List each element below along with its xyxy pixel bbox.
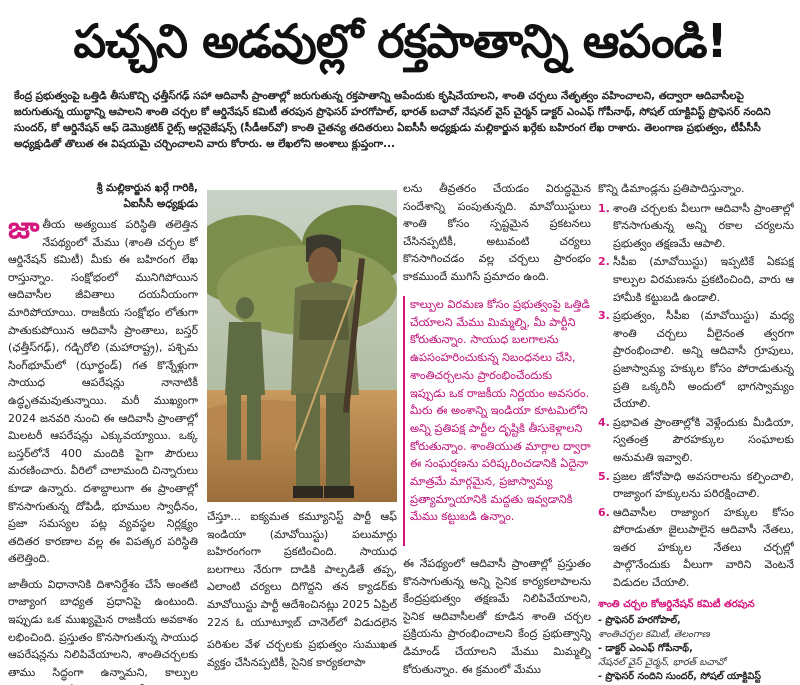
body-paragraph [8,211,198,568]
demand-text: ప్రజల జోనోపాధి అవసరాలను కల్పించాలి, రాజ్యాంగ హక్కులను పరిరక్షించాలి. [613,469,794,501]
soldiers-photo [207,190,397,502]
signatory [598,670,794,684]
demand-number: 5. [598,469,610,483]
demand-item [598,414,794,467]
demand-item [598,200,794,253]
demand-item [598,504,794,592]
column-3 [403,180,591,285]
signatory-name: - ప్రొఫెసర్ నందిని సుందర్, సోషల్ యాక్టివిస్ట్ [598,671,761,683]
demand-text: సీపీఐ (మావోయిస్టు) ఇప్పటికే ఏకపక్ష కాల్పుల విరమణను ప్రకటించింది, వారు ఆ హామీకి కట్టుబడి ఉండాలి. [613,255,794,304]
demand-item [598,253,794,306]
pull-quote: కాల్పుల విరమణ కోసం ప్రభుత్వంపై ఒత్తిడి చేయాలని మేము మిమ్మల్ని, మీ పార్టీని కోరుతున్నాం. సాయుధ బలగాలను ఉపసంహరించుకున్న నిబంధనలు చేసి, శాంతిచర్చలను ప్రారంభించేందుకు ఇప్పుడు ఒక రాజకీయ నిర్ణయం అవసరం. మీరు ఈ అంశాన్ని ఇండియా కూటమిలోని అన్ని ప్రతిపక్ష పార్టీల దృష్టికి తీసుకెళ్లాలని కోరుతున్నాం. శాంతియుత మార్గాల ద్వారా ఈ సంఘర్షణను పరిష్కరించడానికి ఏదైనా మాత్రమే మార్గమైన, ప్రజాస్వామ్య ప్రత్యామ్నాయానికి మద్దతు ఇవ్వడానికి మేము కట్టుబడి ఉన్నాం. [403,296,591,546]
signatory-position: నేషనల్ వైస్ చైర్మన్, భారత్ బచావో [598,656,726,668]
demand-text: ఆదివాసీల రాజ్యాంగ హక్కుల కోసం పోరాడుతూ జైలుపాలైన ఆదివాసీ నేతలు, ఇతర హక్కుల నేతలు చర్చల్లో పాల్గొనేందుకు వీలుగా వారిని వెంటనే విడుదల చేయాలి. [613,505,794,590]
demand-number: 6. [598,505,610,519]
signatories-heading: శాంతి చర్చల కోఆర్డినేషన్ కమిటీ తరపున [598,598,755,610]
body-text: తీయ అత్యయిక పరిస్థితి తలెత్తిన నేపథ్యంలో మేము (శాంతి చర్చల కో ఆర్డినేషన్ కమిటీ) మీకు ఈ బహిరంగ లేఖ రాస్తున్నాం. సంక్షోభంలో మునిగిపోయిన ఆదివాసీల జీవితాలు దయనీయంగా మారిపోయాయి. రాజకీయ సంక్షోభం లోతుగా పాతుకుపోయిన ఆదివాసీ ప్రాంతాలు, బస్తర్ (ఛత్తీస్‌గఢ్), గడ్చిరోలి (మహారాష్ట్ర), పశ్చిమ సింగ్‌భూమ్‌లో (ఝార్ఖండ్) గత కొన్నేళ్లుగా సాయుధ ఆపరేషన్లు నానాటికీ ఉద్ధృతమవుతున్నాయి. మరీ ముఖ్యంగా 2024 జనవరి నుంచి ఈ ఆదివాసీ ప్రాంతాల్లో మిలటరీ ఆపరేషన్లు ఎక్కువయ్యాయి. ఒక్క బస్తర్‌లోనే 400 మందికి పైగా పౌరులు మరణించారు. వీరిలో చాలామంది చిన్నారులు కూడా ఉన్నారు. దశాబ్దాలుగా ఈ ప్రాంతాల్లో కొనసాగుతున్న దోపిడీ, భూముల స్వాధీనం, ప్రజా సమస్యల పట్ల వ్యవస్థల నిర్లక్ష్యం తదితర కారణాల వల్ల ఈ విపత్కర పరిస్థితి తలెత్తింది. [8,218,198,566]
byline-title: ఏఐసీసీ అధ్యక్షుడు [123,198,198,210]
headline: పచ్చని అడవుల్లో రక్తపాతాన్ని ఆపండి! [73,14,727,68]
signatory-name: - ప్రొఫెసర్ హరగోపాల్, [598,615,681,627]
signatory-position: శాంతిచర్చల కమిటీ, తెలంగాణ [598,628,710,640]
body-paragraph: జాతీయ విధానానికి దిశానిర్దేశం చేసే అంతటి రాజ్యాంగ బాధ్యత ప్రధానిపై ఉంటుంది. ఇప్పుడు ఒక ముఖ్యమైన రాజకీయ అవకాశం లభించింది. ప్రస్తుతం కొనసాగుతున్న సాయుధ ఆపరేషన్లను నిలిపివేయాలని, శాంతిచర్చలకు తాము సిద్ధంగా ఉన్నామని, కాల్పుల [8,577,198,679]
body-paragraph: లను తీవ్రతరం చేయడం విరుద్ధమైన సందేశాన్ని పంపుతున్నది. మావోయిస్టులు శాంతి కోసం స్పష్టమైన ప్రకటనలు చేసినప్పటికీ, అటువంటి చర్యలు కొనసాగించడం వల్ల చర్చలు ప్రారంభం కాకముందే ముగిసే ప్రమాదం ఉంది. [403,182,591,283]
demand-number: 4. [598,415,610,429]
drop-cap: జా [8,211,40,246]
demand-number: 1. [598,201,610,215]
column-2-continued [207,636,397,685]
demands-list [598,200,794,592]
demand-text: ప్రభావిత ప్రాంతాల్లోకి వెళ్లేందుకు మీడియా, స్వతంత్ర పౌరహక్కుల సంఘాలకు అనుమతి ఇవ్వాలి. [613,415,794,464]
lead-paragraph: కేంద్ర ప్రభుత్వంపై ఒత్తిడి తీసుకొచ్చి ఛత్తీస్‌గఢ్ సహా ఆదివాసీ ప్రాంతాల్లో జరుగుతున్న రక్తపాతాన్ని ఆపేందుకు కృషిచేయాలని, శాంతి చర్చలు నేతృత్వం వహించాలని, తద్వారా ఆదివాసీలపై జరుగుతున్న యుద్ధాన్ని ఆపాలని శాంతి చర్చల కో ఆర్డినేషన్ కమిటీ తరపున ప్రొఫెసర్ హరగోపాల్, భారత్ బచావో నేషనల్ వైస్ చైర్మన్ డాక్టర్ ఎంఎఫ్ గోపీనాథ్, సోషల్ యాక్టివిస్ట్ ప్రొఫెసర్ నందిని సుందర్, కో ఆర్డినేషన్ ఆఫ్ డెమొక్రటిక్ రైట్స్ ఆర్గనైజేషన్స్ (సీడీఆర్‌వో) కాంతి చైతన్య తదితరులు ఏఐసీసీ అధ్యక్షుడు మల్లికార్జున ఖర్గేకు బహిరంగ లేఖ రాశారు. తెలంగాణ ప్రభుత్వం, టీపీసీసీ అధ్యక్షుడితో తొలుత ఈ విషయమై చర్చించాలని వారు కోరారు. ఆ లేఖలోని అంశాలు క్లుప్తంగా... [14,90,771,150]
body-paragraph: పరిశుల వేళ చర్చలకు ప్రభుత్వం సుముఖత వ్యక్తం చేసినప్పటికీ, సైనిక కార్యకలాపా [207,638,397,669]
byline [8,180,198,212]
demand-text: శాంతి చర్చలకు వీలుగా ఆదివాసీ ప్రాంతాల్లో కొనసాగుతున్న అన్ని రకాల చర్యలను ప్రభుత్వం తక్షణమే ఆపాలి. [613,201,794,250]
column-1 [8,180,198,685]
column-2 [207,508,397,628]
signatory-name: - డాక్టర్ ఎంఎఫ్ గోపీనాథ్, [598,643,693,655]
demand-number: 2. [598,255,610,269]
body-paragraph: చేస్తూ... ఐక్యమత కమ్యూనిస్ట్ పార్టీ ఆఫ్ ఇండియా (మావోయిస్టు) పలుమార్లు బహిరంగంగా ప్రకటించింది. సాయుధ బలగాలు నేరుగా దాడికి పాల్పడితే తప్ప, ఎలాంటి చర్యలు దిగొద్దని తన క్యాడర్‌కు మావోయిస్టు పార్టీ ఆదేశించినట్లు 2025 ఏప్రిల్ 22న ఓ యూట్యూబ్ చానెల్‌లో విడుదలైన [207,510,397,628]
column-3-continued [403,555,591,685]
demand-text: ప్రభుత్వం, సీపీఐ (మావోయిస్టు) మధ్య శాంతి చర్చలు వీలైనంత త్వరగా ప్రారంభించాలి. అన్ని ఆదివాసీ గ్రూపులు, ప్రజాస్వామ్య హక్కుల కోసం పోరాడుతున్న ప్రతి ఒక్కరినీ అందులో భాగస్వామ్యం చేయాలి. [613,309,794,411]
demands-intro: కొన్ని డిమాండ్లను ప్రతిపాదిస్తున్నాం. [598,182,745,195]
column-4 [598,180,794,685]
demand-number: 3. [598,309,610,323]
signatory [598,614,794,641]
demand-item [598,468,794,503]
photo-illustration [207,190,397,502]
byline-addressee: శ్రీ మల్లికార్జున ఖర్గే గారికి, [96,182,198,194]
body-paragraph: ఈ నేపథ్యంలో ఆదివాసీ ప్రాంతాల్లో ప్రస్తుతం కొనసాగుతున్న అన్ని సైనిక కార్యకలాపాలను కేంద్రప్రభుత్వం తక్షణమే నిలిపివేయాలని, సైనిక ఆదివాసీలతో కూడిన శాంతి చర్చల ప్రక్రియను ప్రారంభించాలని కేంద్ర ప్రభుత్వాన్ని డిమాండ్ చేయాలని మేము మిమ్మల్ని కోరుతున్నాం. ఈ క్రమంలో మేము [403,557,591,676]
signatory [598,642,794,669]
demand-item [598,307,794,413]
